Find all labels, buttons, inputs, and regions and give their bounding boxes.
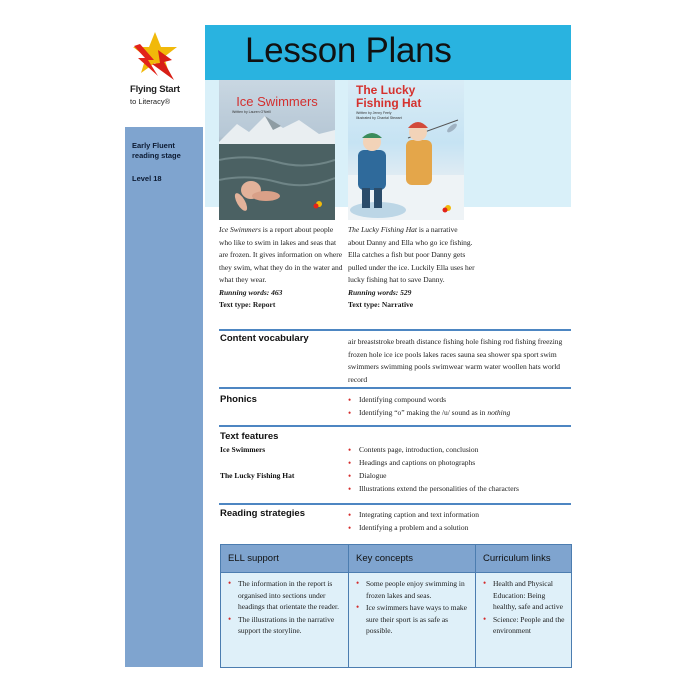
- book-description-2: [348, 224, 476, 312]
- reading-strategies-heading: Reading strategies: [220, 508, 305, 519]
- phonics-heading: Phonics: [220, 394, 257, 405]
- divider: [219, 503, 571, 505]
- sidebar: [125, 127, 203, 667]
- phonics-list: [348, 394, 510, 419]
- list-item: • Health and Physical Education: Being healthy, safe and active: [483, 578, 567, 613]
- vocabulary-list: air breaststroke breath distance fishing hole fishing rod fishing freezing frozen hole ice ice pools lakes races sauna sea shower spa sport swim swimmers swimming pools swimwear warm water woollen hats world record: [348, 337, 563, 384]
- ice-swimmers-cover: [219, 80, 335, 220]
- list-item: • Some people enjoy swimming in frozen lakes and seas.: [356, 578, 471, 601]
- list-item: • Headings and captions on photographs: [348, 457, 478, 470]
- key-concepts-column: [349, 545, 476, 667]
- book1-label: Ice Swimmers: [220, 445, 266, 454]
- list-item: • The illustrations in the narrative support the storyline.: [228, 614, 344, 637]
- cover-byline: Written by Jenny Feely Illustrated by Chantal Stewart: [356, 111, 402, 120]
- running-words: Running words: 463: [219, 287, 283, 297]
- curriculum-links-header: Curriculum links: [476, 545, 571, 573]
- list-item: • Science: People and the environment: [483, 614, 567, 637]
- reading-stage: Early Fluent reading stage: [132, 141, 181, 160]
- list-item: • Dialogue: [348, 470, 519, 483]
- logo-brand: Flying Start: [130, 84, 180, 95]
- divider: [219, 425, 571, 427]
- text-features-heading: Text features: [220, 431, 279, 442]
- list-item: • Contents page, introduction, conclusion: [348, 444, 478, 457]
- list-item: • Illustrations extend the personalities of the characters: [348, 483, 519, 496]
- support-table: [220, 544, 572, 668]
- ell-support-header: ELL support: [221, 545, 348, 573]
- lucky-fishing-hat-cover: [348, 80, 464, 220]
- star-logo-icon: [128, 30, 200, 86]
- ell-support-column: [221, 545, 349, 667]
- cover-title: The Lucky Fishing Hat: [356, 83, 422, 110]
- page-title: Lesson Plans: [245, 31, 452, 70]
- book-title: The Lucky Fishing Hat: [348, 225, 417, 234]
- text-type: Text type: Narrative: [348, 300, 414, 309]
- list-item: • Ice swimmers have ways to make sure their sport is as safe as possible.: [356, 602, 471, 637]
- list-item: • Integrating caption and text information: [348, 509, 479, 522]
- content-vocabulary-heading: Content vocabulary: [220, 333, 309, 344]
- divider: [219, 387, 571, 389]
- flying-start-logo: [128, 30, 200, 110]
- key-concepts-header: Key concepts: [349, 545, 475, 573]
- logo-tagline: to Literacy®: [130, 97, 171, 106]
- list-item: • Identifying a problem and a solution: [348, 522, 479, 535]
- book-description-1: [219, 224, 347, 312]
- cover-title: Ice Swimmers: [236, 94, 318, 109]
- list-item: • Identifying compound words: [348, 394, 510, 407]
- divider: [219, 329, 571, 331]
- book-title: Ice Swimmers: [219, 225, 261, 234]
- header-bar: [205, 25, 571, 80]
- text-features-list-2: [348, 470, 519, 495]
- running-words: Running words: 529: [348, 287, 412, 297]
- list-item: • The information in the report is organised into sections under headings that orientate the reader.: [228, 578, 344, 613]
- reading-level: Level 18: [132, 174, 162, 183]
- text-type: Text type: Report: [219, 300, 276, 309]
- book-summary: is a report about people who like to swim in lakes and seas that are frozen. It gives information on where they swim, what they do in the water and what they wear.: [219, 225, 343, 284]
- text-features-list-1: [348, 444, 478, 469]
- book2-label: The Lucky Fishing Hat: [220, 471, 295, 480]
- reading-strategies-list: [348, 509, 479, 534]
- curriculum-links-column: [476, 545, 571, 667]
- cover-byline: Written by Lauren O'Neill: [232, 110, 271, 114]
- book-summary: is a narrative about Danny and Ella who go ice fishing. Ella catches a fish but poor Danny gets pulled under the ice. Luckily Ella uses her lucky fishing hat to save Danny.: [348, 225, 475, 284]
- list-item: • Identifying “o” making the /u/ sound as in nothing: [348, 407, 510, 420]
